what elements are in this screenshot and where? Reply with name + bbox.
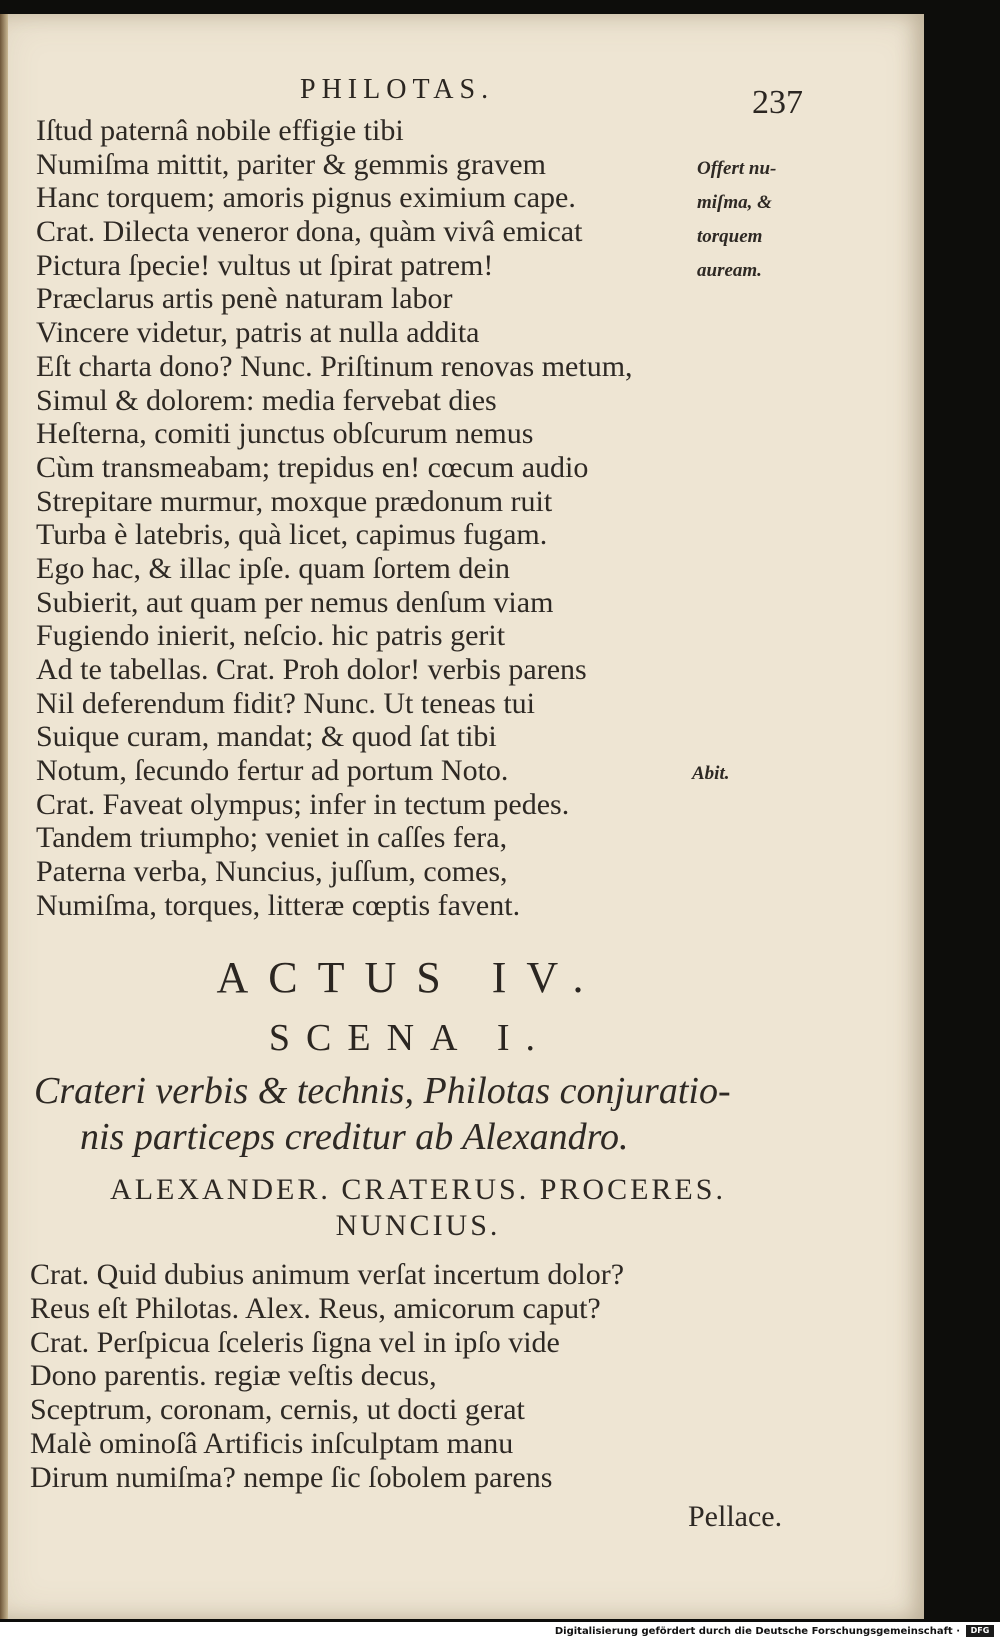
verse-block-2 xyxy=(30,1258,624,1495)
verse-line: Vincere videtur, patris at nulla addita xyxy=(36,316,480,350)
persons-line: ALEXANDER. CRATERUS. PROCERES. xyxy=(110,1173,726,1206)
verse-line: Strepitare murmur, moxque prædonum ruit xyxy=(36,484,553,518)
page-edge xyxy=(0,14,8,1619)
verse-line: Numiſma mittit, pariter & gemmis gravem xyxy=(36,147,546,181)
verse-line: Suique curam, mandat; & quod ſat tibi xyxy=(36,720,497,754)
stage-direction: Abit. xyxy=(692,763,730,784)
verse-line: Crat. Quid dubius animum verſat incertum dolor? xyxy=(30,1258,625,1291)
act-heading: ACTUS IV. xyxy=(216,953,604,1002)
verse-line: Heſterna, comiti junctus obſcurum nemus xyxy=(36,417,534,451)
verse-line: Cùm transmeabam; trepidus en! cœcum audio xyxy=(36,450,589,484)
verse-line: Numiſma, torques, litteræ cœptis favent. xyxy=(36,888,521,922)
dfg-logo-icon: DFG xyxy=(966,1625,994,1637)
verse-line: Dono parentis. regiæ veſtis decus, xyxy=(30,1359,437,1393)
marginal-note-line: miſma, & xyxy=(697,192,772,213)
verse-line: Ad te tabellas. Crat. Proh dolor! verbis parens xyxy=(36,653,587,686)
verse-line: Subierit, aut quam per nemus denſum viam xyxy=(36,585,554,619)
catchword: Pellace. xyxy=(688,1500,783,1533)
verse-line: Præclarus artis penè naturam labor xyxy=(36,282,453,316)
verse-line: Dirum numiſma? nempe ſic ſobolem parens xyxy=(30,1460,553,1494)
marginal-note-line: auream. xyxy=(697,260,762,281)
verse-line: Fugiendo inierit, neſcio. hic patris gerit xyxy=(36,619,506,653)
marginal-note-line: torquem xyxy=(697,226,763,247)
verse-line: Iſtud paternâ nobile effigie tibi xyxy=(36,114,404,147)
argument-line: Crateri verbis & technis, Philotas conjuratio- xyxy=(34,1070,731,1112)
verse-line: Pictura ſpecie! vultus ut ſpirat patrem! xyxy=(36,248,494,282)
scene-heading: SCENA I. xyxy=(268,1017,552,1059)
verse-line: Notum, ſecundo fertur ad portum Noto. xyxy=(36,754,509,788)
verse-line: Hanc torquem; amoris pignus eximium cape. xyxy=(36,181,576,215)
verse-line: Crat. Perſpicua ſceleris ſigna vel in ipſo vide xyxy=(30,1325,560,1359)
verse-line: Nil deferendum fidit? Nunc. Ut teneas tui xyxy=(36,686,536,720)
marginal-note xyxy=(697,152,807,288)
persons-line: NUNCIUS. xyxy=(335,1209,501,1242)
marginal-note-line: Offert nu- xyxy=(697,158,777,179)
running-head: PHILOTAS. xyxy=(300,74,495,105)
verse-line: Crat. Faveat olympus; infer in tectum pedes. xyxy=(36,787,570,821)
verse-block-1 xyxy=(36,114,633,923)
page-number: 237 xyxy=(752,84,803,121)
dramatis-personae xyxy=(28,1172,808,1244)
verse-line: Crat. Dilecta veneror dona, quàm vivâ emicat xyxy=(36,215,583,249)
verse-line: Malè ominoſâ Artificis inſculptam manu xyxy=(30,1426,514,1460)
scene-argument xyxy=(34,1068,794,1160)
verse-line: Paterna verba, Nuncius, juſſum, comes, xyxy=(36,855,508,889)
verse-line: Eſt charta dono? Nunc. Priſtinum renovas metum, xyxy=(36,349,633,383)
verse-line: Tandem triumpho; veniet in caſſes fera, xyxy=(36,821,508,855)
verse-line: Ego hac, & illac ipſe. quam ſortem dein xyxy=(36,551,511,585)
footer-credit: Digitalisierung gefördert durch die Deutsche Forschungsgemeinschaft · xyxy=(554,1626,960,1637)
verse-line: Reus eſt Philotas. Alex. Reus, amicorum caput? xyxy=(30,1291,601,1325)
verse-line: Turba è latebris, quà licet, capimus fugam. xyxy=(36,518,548,552)
argument-line: nis particeps creditur ab Alexandro. xyxy=(80,1116,629,1158)
verse-line: Simul & dolorem: media fervebat dies xyxy=(36,383,497,417)
verse-line: Sceptrum, coronam, cernis, ut docti gerat xyxy=(30,1393,525,1427)
